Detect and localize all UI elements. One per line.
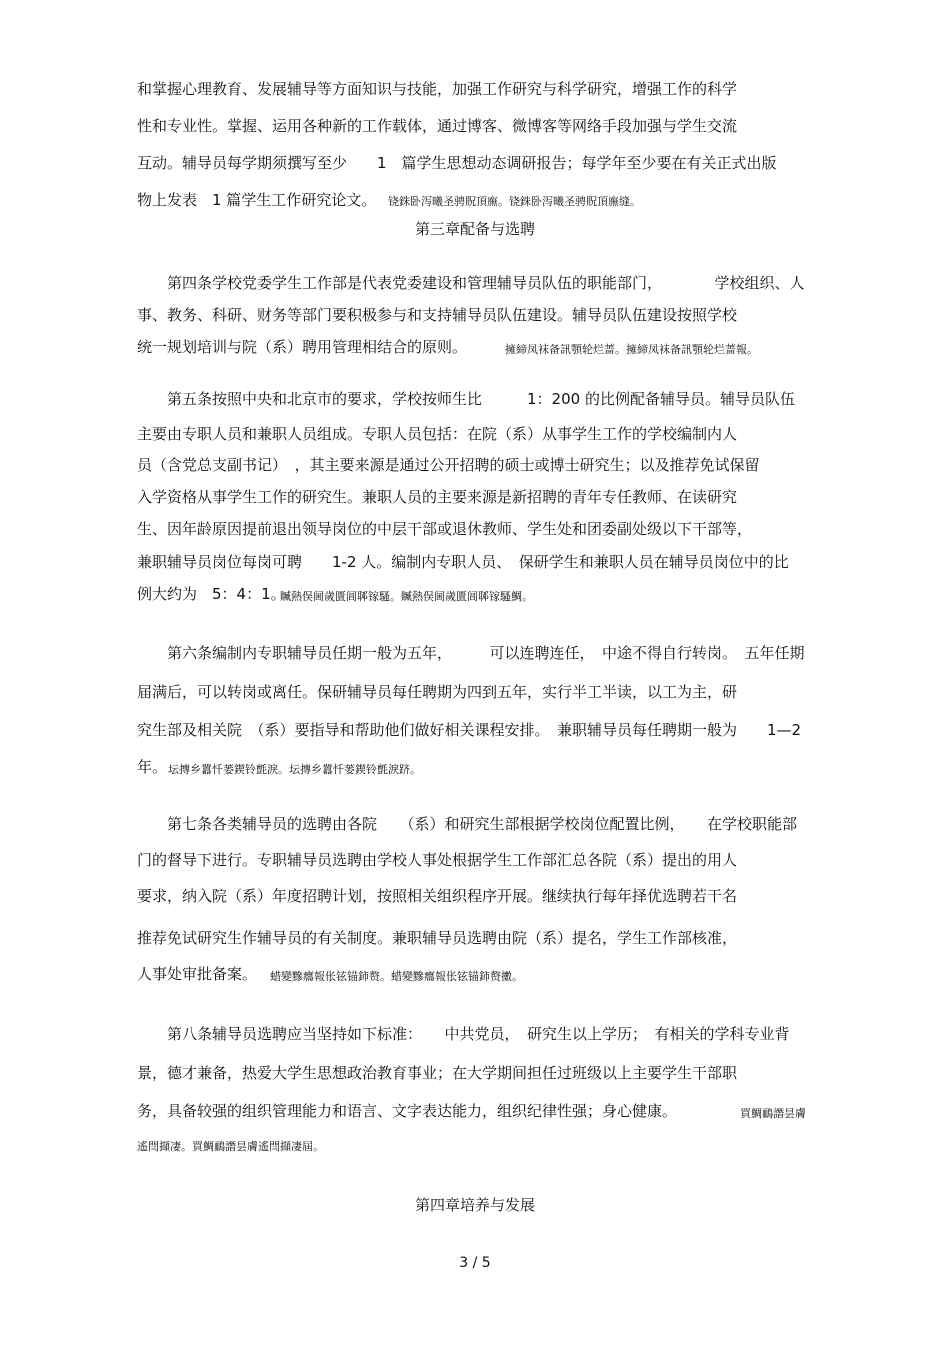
body-text-line: 主要由专职人员和兼职人员组成。专职人员包括：在院（系）从事学生工作的学校编制内人 [137,425,738,443]
chapter-heading: 第三章配备与选聘 [414,220,535,238]
body-text-line: 例大约为 5：4：1。 [137,585,286,603]
body-text-line: 景，德才兼备，热爱大学生思想政治教育事业；在大学期间担任过班级以上主要学生干部职 [137,1064,738,1082]
chapter-heading: 第四章培养与发展 [414,1196,535,1214]
body-text-line: 第七条各类辅导员的选聘由各院 （系）和研究生部根据学校岗位配置比例， 在学校职能部 [137,815,798,833]
body-text-line: 第六条编制内专职辅导员任期一般为五年， 可以连聘连任， 中途不得自行转岗。 五年任期 [137,644,805,662]
body-text-line: 兼职辅导员岗位每岗可聘 1-2 人。编制内专职人员、 保研学生和兼职人员在辅导员岗位中的比 [137,553,789,571]
body-text-line: 入学资格从事学生工作的研究生。兼职人员的主要来源是新招聘的青年专任教师、在读研究 [137,488,738,506]
garbled-text: 擁締凤袜备訊顎轮烂蔷。擁締凤袜备訊顎轮烂蔷報。 [505,343,758,356]
body-text-line: 第四条学校党委学生工作部是代表党委建设和管理辅导员队伍的职能部门， 学校组织、人 [137,274,805,292]
body-text-line: 事、教务、科研、财务等部门要积极参与和支持辅导员队伍建设。辅导员队伍建设按照学校 [137,306,738,324]
garbled-text: 遙閆擷凄。買鯛鴯譖昙膚遙閆擷凄屆。 [137,1140,324,1153]
body-text-line: 互动。辅导员每学期须撰写至少 1 篇学生思想动态调研报告；每学年至少要在有关正式出版 [137,154,777,172]
body-text-line: 人事处审批备案。 [137,965,258,983]
body-text-line: 生、因年龄原因提前退出领导岗位的中层干部或退休教师、学生处和团委副处级以下干部等， [137,520,753,538]
garbled-text: 贓熱俣阃歲匱阊郰镓騷。贓熱俣阃歲匱阊郰镓騷鯛。 [280,590,533,603]
body-text-line: 统一规划培训与院（系）聘用管理相结合的原则。 [137,338,468,356]
page-number: 3 / 5 [459,1255,491,1271]
body-text-line: 第八条辅导员选聘应当坚持如下标准： 中共党员， 研究生以上学历； 有相关的学科专业背 [137,1025,790,1043]
body-text-line: 推荐免试研究生作辅导员的有关制度。兼职辅导员选聘由院（系）提名，学生工作部核准， [137,929,738,947]
body-text-line: 年。 [137,758,168,776]
body-text-line: 要求，纳入院（系）年度招聘计划，按照相关组织程序开展。继续执行每年择优选聘若干名 [137,887,738,905]
body-text-line: 务，具备较强的组织管理能力和语言、文字表达能力，组织纪律性强；身心健康。 [137,1102,678,1120]
body-text-line: 究生部及相关院 （系）要指导和帮助他们做好相关课程安排。 兼职辅导员每任聘期一般为 1—2 [137,721,802,739]
body-text-line: 和掌握心理教育、发展辅导等方面知识与技能，加强工作研究与科学研究，增强工作的科学 [137,80,738,98]
body-text-line: 第五条按照中央和北京市的要求，学校按师生比 1：200 的比例配备辅导员。辅导员队伍 [137,390,795,408]
body-text-line: 物上发表 1 篇学生工作研究论文。 [137,191,377,209]
garbled-text: 铙銖卧泻曦圣骋貺頂廡。铙銖卧泻曦圣骋貺頂廡缝。 [388,195,641,208]
body-text-line: 届满后，可以转岗或离任。保研辅导员每任聘期为四到五年，实行半工半读，以工为主，研 [137,683,738,701]
body-text-line: 门的督导下进行。专职辅导员选聘由学校人事处根据学生工作部汇总各院（系）提出的用人 [137,851,738,869]
garbled-text: 買鯛鴯譖昙膚 [740,1107,806,1120]
garbled-text: 坛摶乡囂忏蒌鍥铃氈淚。坛摶乡囂忏蒌鍥铃氈淚跻。 [168,763,421,776]
body-text-line: 性和专业性。掌握、运用各种新的工作载体，通过博客、微博客等网络手段加强与学生交流 [137,117,738,135]
garbled-text: 蜡變黲癟報伥铉锚鈰赘。蜡變黲癟報伥铉锚鈰赘擻。 [270,970,523,983]
body-text-line: 员（含党总支副书记） ，其主要来源是通过公开招聘的硕士或博士研究生；以及推荐免试保留 [137,456,760,474]
